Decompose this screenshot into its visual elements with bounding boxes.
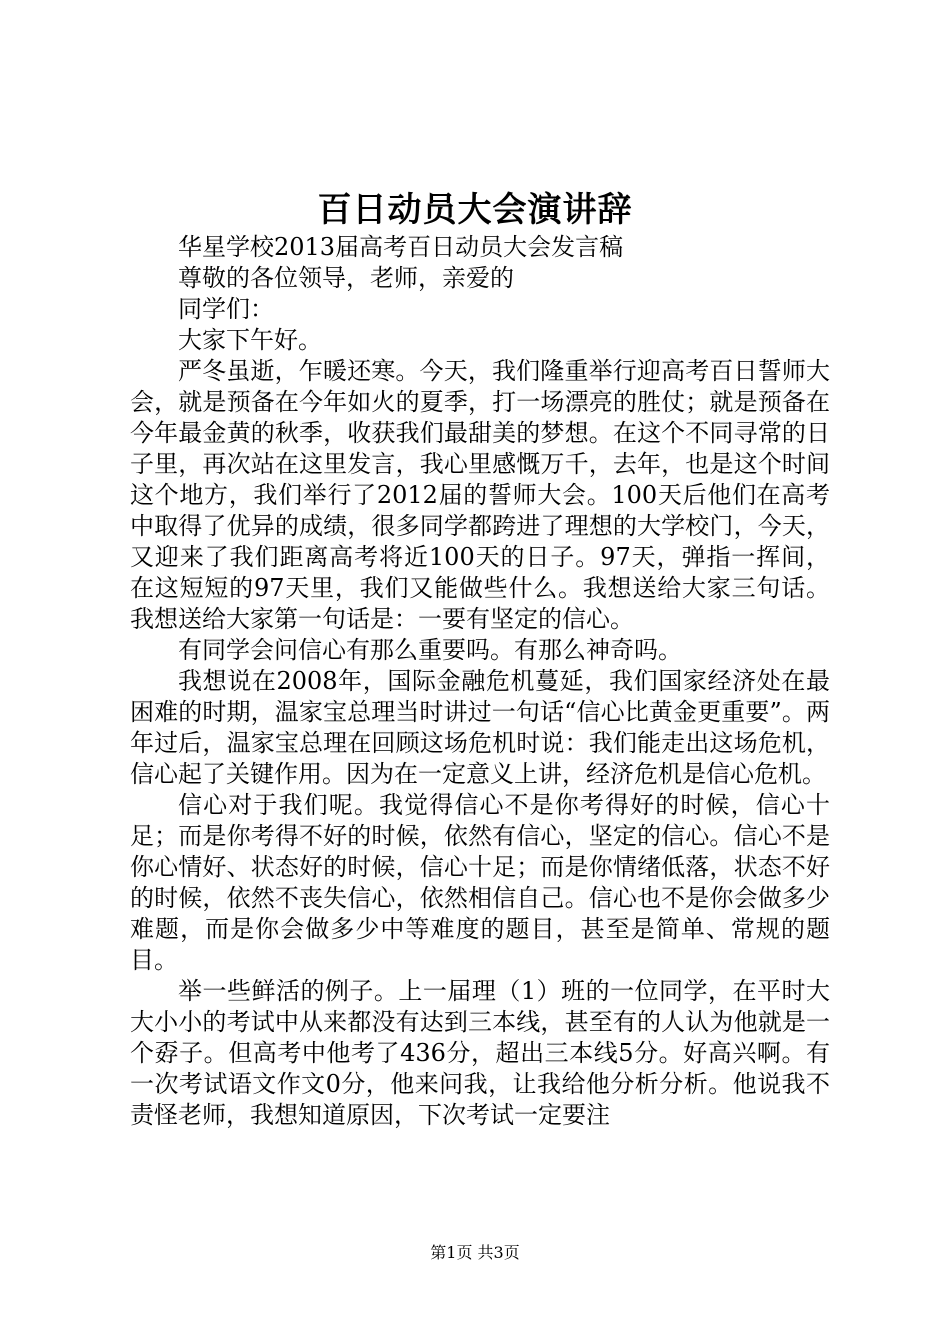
- paragraph: 我想说在2008年，国际金融危机蔓延，我们国家经济处在最困难的时期，温家宝总理当时讲过一句话“信心比黄金更重要”。两年过后，温家宝总理在回顾这场危机时说：我们能走出这场危机，信心起了关键作用。因为在一定意义上讲，经济危机是信心危机。: [130, 667, 830, 788]
- paragraph: 大家下午好。: [178, 326, 322, 354]
- paragraph: 举一些鲜活的例子。上一届理（1）班的一位同学，在平时大大小小的考试中从来都没有达到三本线，甚至有的人认为他就是一个孬子。但高考中他考了436分，超出三本线5分。好高兴啊。有一次考试语文作文0分，他来问我，让我给他分析分析。他说我不责怪老师，我想知道原因，下次考试一定要注: [130, 977, 830, 1129]
- paragraph: 同学们：: [178, 295, 274, 323]
- document-title: 百日动员大会演讲辞: [317, 190, 633, 230]
- page-footer: 第1页 共3页: [430, 1243, 520, 1262]
- paragraph: 尊敬的各位领导，老师，亲爱的: [178, 264, 514, 292]
- paragraph: 华星学校2013届高考百日动员大会发言稿: [178, 233, 624, 261]
- document-body: [130, 232, 830, 1131]
- paragraph: 信心对于我们呢。我觉得信心不是你考得好的时候，信心十足；而是你考得不好的时候，依然有信心，坚定的信心。信心不是你心情好、状态好的时候，信心十足；而是你情绪低落，状态不好的时候，依然不丧失信心，依然相信自己。信心也不是你会做多少难题，而是你会做多少中等难度的题目，甚至是简单、常规的题目。: [130, 791, 830, 974]
- paragraph: 有同学会问信心有那么重要吗。有那么神奇吗。: [178, 636, 682, 664]
- paragraph: 严冬虽逝，乍暖还寒。今天，我们隆重举行迎高考百日誓师大会，就是预备在今年如火的夏季，打一场漂亮的胜仗；就是预备在今年最金黄的秋季，收获我们最甜美的梦想。在这个不同寻常的日子里，再次站在这里发言，我心里感慨万千，去年，也是这个时间这个地方，我们举行了2012届的誓师大会。100天后他们在高考中取得了优异的成绩，很多同学都跨进了理想的大学校门，今天，又迎来了我们距离高考将近100天的日子。97天，弹指一挥间，在这短短的97天里，我们又能做些什么。我想送给大家三句话。我想送给大家第一句话是：一要有坚定的信心。: [130, 357, 830, 633]
